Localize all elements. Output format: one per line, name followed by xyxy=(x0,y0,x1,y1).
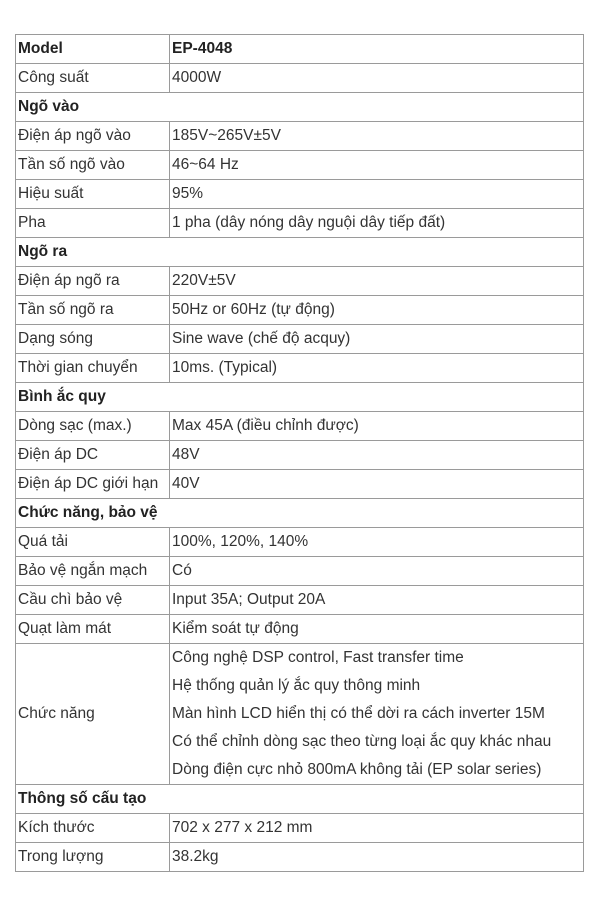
row-value: Có xyxy=(170,557,584,586)
row-label: Kích thước xyxy=(16,814,170,843)
row-label: Dòng sạc (max.) xyxy=(16,412,170,441)
table-row xyxy=(16,615,584,644)
section-input xyxy=(16,93,584,122)
table-row xyxy=(16,470,584,499)
model-label: Model xyxy=(16,35,170,64)
row-label: Tần số ngõ vào xyxy=(16,151,170,180)
row-value: 95% xyxy=(170,180,584,209)
power-row xyxy=(16,64,584,93)
row-label: Dạng sóng xyxy=(16,325,170,354)
row-value: Kiểm soát tự động xyxy=(170,615,584,644)
row-value: Max 45A (điều chỉnh được) xyxy=(170,412,584,441)
row-label: Tần số ngõ ra xyxy=(16,296,170,325)
row-value: 4000W xyxy=(170,64,584,93)
row-value: Input 35A; Output 20A xyxy=(170,586,584,615)
table-row xyxy=(16,267,584,296)
row-label: Chức năng xyxy=(16,644,170,785)
row-label: Hiệu suất xyxy=(16,180,170,209)
table-row xyxy=(16,528,584,557)
table-row xyxy=(16,180,584,209)
function-line: Hệ thống quản lý ắc quy thông minh xyxy=(172,677,421,694)
section-output xyxy=(16,238,584,267)
model-value: EP-4048 xyxy=(170,35,584,64)
section-title: Ngõ ra xyxy=(16,238,584,267)
function-line: Màn hình LCD hiển thị có thể dời ra cách inverter 15M xyxy=(172,705,545,722)
row-label: Điện áp DC giới hạn xyxy=(16,470,170,499)
row-label: Điện áp ngõ ra xyxy=(16,267,170,296)
row-label: Pha xyxy=(16,209,170,238)
row-label: Trong lượng xyxy=(16,843,170,872)
row-value: 702 x 277 x 212 mm xyxy=(170,814,584,843)
section-title: Ngõ vào xyxy=(16,93,584,122)
model-row xyxy=(16,35,584,64)
section-construction xyxy=(16,785,584,814)
row-value: 38.2kg xyxy=(170,843,584,872)
table-row xyxy=(16,354,584,383)
row-value: 46~64 Hz xyxy=(170,151,584,180)
row-value: 10ms. (Typical) xyxy=(170,354,584,383)
function-line: Dòng điện cực nhỏ 800mA không tải (EP solar series) xyxy=(172,761,542,778)
functions-list xyxy=(170,644,584,785)
function-line: Công nghệ DSP control, Fast transfer time xyxy=(172,649,464,666)
table-row xyxy=(16,814,584,843)
row-label: Bảo vệ ngắn mạch xyxy=(16,557,170,586)
row-value: Sine wave (chế độ acquy) xyxy=(170,325,584,354)
row-label: Điện áp ngõ vào xyxy=(16,122,170,151)
table-row xyxy=(16,412,584,441)
row-label: Công suất xyxy=(16,64,170,93)
spec-table xyxy=(15,34,584,872)
section-protection xyxy=(16,499,584,528)
row-label: Điện áp DC xyxy=(16,441,170,470)
row-value: 40V xyxy=(170,470,584,499)
row-value: 1 pha (dây nóng dây nguội dây tiếp đất) xyxy=(170,209,584,238)
table-row xyxy=(16,557,584,586)
functions-row xyxy=(16,644,584,785)
row-label: Quạt làm mát xyxy=(16,615,170,644)
section-title: Chức năng, bảo vệ xyxy=(16,499,584,528)
table-row xyxy=(16,151,584,180)
table-row xyxy=(16,586,584,615)
table-row xyxy=(16,209,584,238)
row-value: 185V~265V±5V xyxy=(170,122,584,151)
row-value: 220V±5V xyxy=(170,267,584,296)
function-line: Có thể chỉnh dòng sạc theo từng loại ắc quy khác nhau xyxy=(172,733,552,750)
row-label: Cầu chì bảo vệ xyxy=(16,586,170,615)
section-title: Thông số cấu tạo xyxy=(16,785,584,814)
row-value: 48V xyxy=(170,441,584,470)
section-title: Bình ắc quy xyxy=(16,383,584,412)
row-value: 100%, 120%, 140% xyxy=(170,528,584,557)
table-row xyxy=(16,296,584,325)
row-label: Thời gian chuyển xyxy=(16,354,170,383)
table-row xyxy=(16,122,584,151)
table-row xyxy=(16,843,584,872)
table-row xyxy=(16,325,584,354)
table-row xyxy=(16,441,584,470)
row-label: Quá tải xyxy=(16,528,170,557)
row-value: 50Hz or 60Hz (tự động) xyxy=(170,296,584,325)
section-battery xyxy=(16,383,584,412)
